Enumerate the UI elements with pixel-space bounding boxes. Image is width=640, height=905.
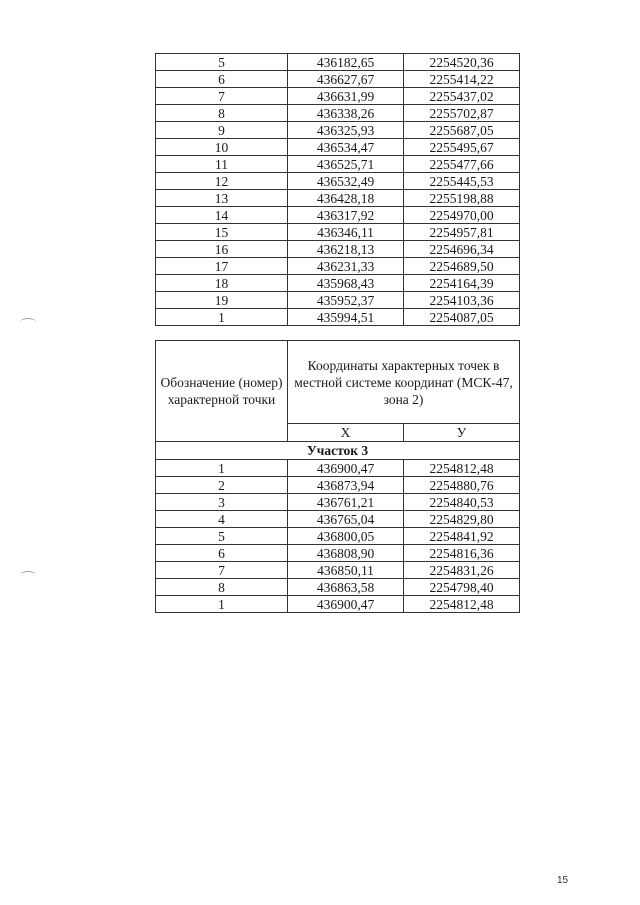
table-row [156,207,520,224]
coordinates-header: Координаты характерных точек в местной системе координат (МСК-47, зона 2) [288,341,520,424]
page-number: 15 [557,875,569,886]
table-row [156,105,520,122]
table-row [156,275,520,292]
table-row [156,173,520,190]
point-number-cell: 8 [156,579,288,596]
point-number-cell: 2 [156,477,288,494]
point-number-cell: 5 [156,54,288,71]
x-coordinate-cell: 436525,71 [288,156,404,173]
x-coordinate-cell: 436873,94 [288,477,404,494]
table-row [156,494,520,511]
point-number-cell: 18 [156,275,288,292]
point-number-cell: 5 [156,528,288,545]
y-coordinate-cell: 2255437,02 [404,88,520,105]
y-coordinate-cell: 2255702,87 [404,105,520,122]
table-row [156,596,520,613]
margin-scan-mark [20,571,36,580]
x-coordinate-cell: 436900,47 [288,460,404,477]
section-title: Участок 3 [156,442,520,460]
x-coordinate-cell: 436800,05 [288,528,404,545]
y-coordinate-cell: 2254829,80 [404,511,520,528]
y-coordinate-cell: 2254696,34 [404,241,520,258]
point-number-cell: 15 [156,224,288,241]
x-coordinate-cell: 436808,90 [288,545,404,562]
table-row [156,139,520,156]
y-coordinate-cell: 2255198,88 [404,190,520,207]
y-coordinate-cell: 2254812,48 [404,596,520,613]
point-label-header: Обозначение (номер) характерной точки [156,341,288,442]
x-coordinate-cell: 436534,47 [288,139,404,156]
y-coordinate-cell: 2254840,53 [404,494,520,511]
table-row [156,156,520,173]
y-coordinate-cell: 2254087,05 [404,309,520,326]
x-coordinate-cell: 436346,11 [288,224,404,241]
x-coordinate-cell: 436231,33 [288,258,404,275]
point-number-cell: 13 [156,190,288,207]
x-coordinate-cell: 436338,26 [288,105,404,122]
table-row [156,54,520,71]
y-coordinate-cell: 2254798,40 [404,579,520,596]
point-number-cell: 10 [156,139,288,156]
x-coordinate-cell: 435968,43 [288,275,404,292]
y-coordinate-cell: 2255477,66 [404,156,520,173]
point-number-cell: 19 [156,292,288,309]
point-number-cell: 12 [156,173,288,190]
point-number-cell: 1 [156,460,288,477]
coordinates-table-body [156,442,520,613]
y-axis-header: У [404,424,520,442]
x-coordinate-cell: 436761,21 [288,494,404,511]
y-coordinate-cell: 2255495,67 [404,139,520,156]
table-row [156,579,520,596]
x-coordinate-cell: 436428,18 [288,190,404,207]
point-number-cell: 7 [156,88,288,105]
point-number-cell: 4 [156,511,288,528]
y-coordinate-cell: 2255687,05 [404,122,520,139]
table-row [156,88,520,105]
x-coordinate-cell: 436627,67 [288,71,404,88]
table-row [156,241,520,258]
y-coordinate-cell: 2254831,26 [404,562,520,579]
y-coordinate-cell: 2254812,48 [404,460,520,477]
x-axis-header: X [288,424,404,442]
table-row [156,224,520,241]
y-coordinate-cell: 2254103,36 [404,292,520,309]
y-coordinate-cell: 2254164,39 [404,275,520,292]
point-number-cell: 9 [156,122,288,139]
point-number-cell: 6 [156,71,288,88]
point-number-cell: 1 [156,309,288,326]
y-coordinate-cell: 2255445,53 [404,173,520,190]
x-coordinate-cell: 436532,49 [288,173,404,190]
x-coordinate-cell: 436218,13 [288,241,404,258]
point-number-cell: 6 [156,545,288,562]
coordinates-table-continued [155,53,520,326]
y-coordinate-cell: 2254689,50 [404,258,520,275]
margin-scan-mark [20,318,36,327]
x-coordinate-cell: 435994,51 [288,309,404,326]
table-row [156,545,520,562]
x-coordinate-cell: 436765,04 [288,511,404,528]
point-number-cell: 8 [156,105,288,122]
point-number-cell: 17 [156,258,288,275]
x-coordinate-cell: 436631,99 [288,88,404,105]
x-coordinate-cell: 436317,92 [288,207,404,224]
x-coordinate-cell: 436900,47 [288,596,404,613]
point-number-cell: 16 [156,241,288,258]
table-row [156,460,520,477]
x-coordinate-cell: 436325,93 [288,122,404,139]
table-row [156,292,520,309]
point-number-cell: 7 [156,562,288,579]
point-number-cell: 3 [156,494,288,511]
point-number-cell: 1 [156,596,288,613]
y-coordinate-cell: 2254841,92 [404,528,520,545]
table-row [156,511,520,528]
table-row [156,122,520,139]
y-coordinate-cell: 2254816,36 [404,545,520,562]
x-coordinate-cell: 436850,11 [288,562,404,579]
coordinates-table-body [156,54,520,326]
table-row [156,190,520,207]
y-coordinate-cell: 2254520,36 [404,54,520,71]
table-row [156,258,520,275]
point-number-cell: 11 [156,156,288,173]
table-row [156,309,520,326]
y-coordinate-cell: 2254957,81 [404,224,520,241]
x-coordinate-cell: 435952,37 [288,292,404,309]
y-coordinate-cell: 2254880,76 [404,477,520,494]
y-coordinate-cell: 2254970,00 [404,207,520,224]
table-row [156,528,520,545]
x-coordinate-cell: 436863,58 [288,579,404,596]
y-coordinate-cell: 2255414,22 [404,71,520,88]
table-row [156,477,520,494]
table-row [156,71,520,88]
x-coordinate-cell: 436182,65 [288,54,404,71]
point-number-cell: 14 [156,207,288,224]
table-row [156,562,520,579]
coordinates-table-section-3 [155,340,520,613]
